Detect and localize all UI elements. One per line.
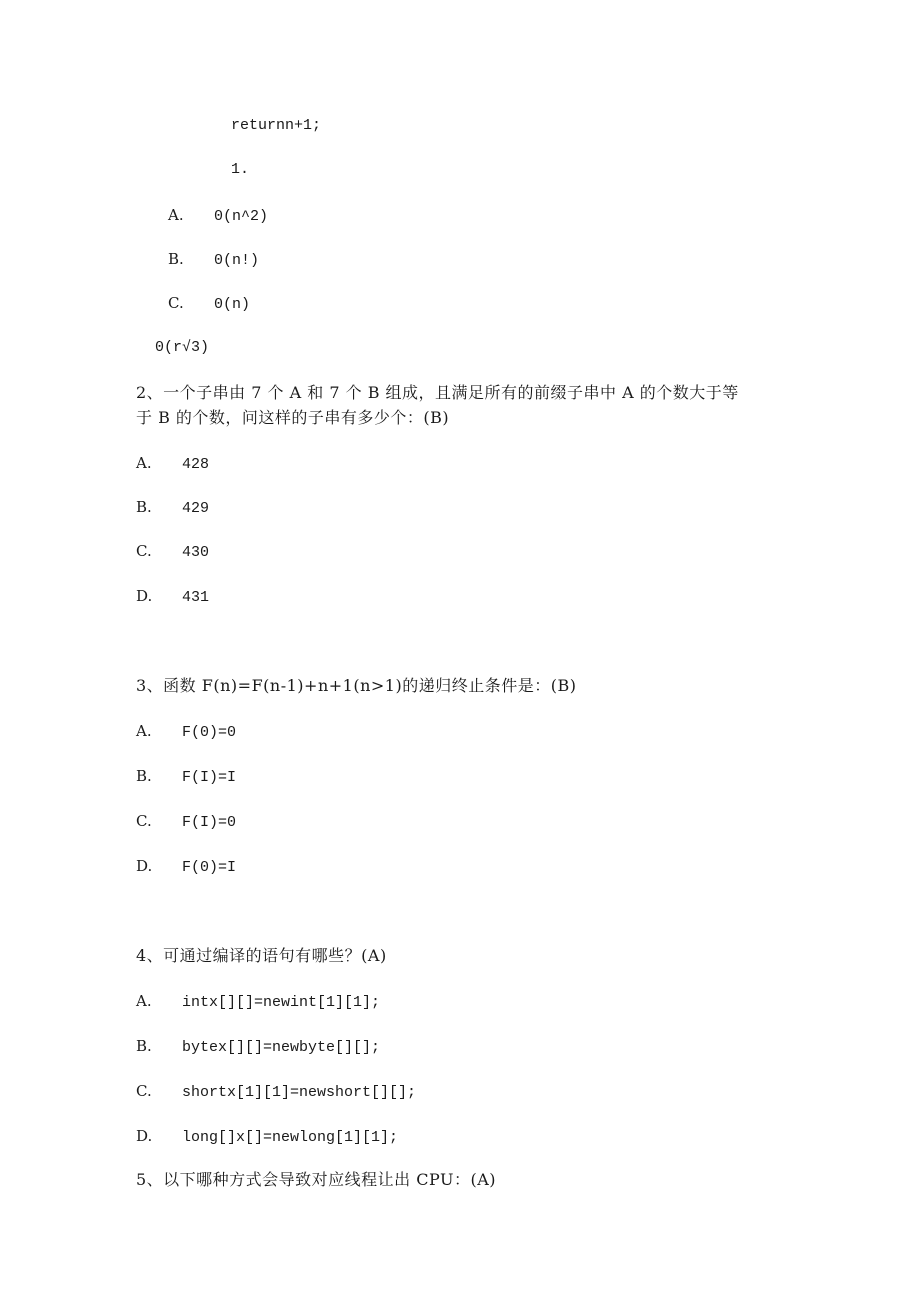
option-text: intx[][]=newint[1][1];	[182, 994, 381, 1011]
q1-option-b	[168, 249, 259, 271]
option-label: B.	[136, 498, 152, 516]
option-text: 429	[182, 500, 210, 517]
option-label: A.	[168, 206, 184, 224]
q4-option-d	[136, 1126, 398, 1148]
option-label: B.	[168, 250, 184, 268]
option-text: F(0)=I	[182, 859, 237, 876]
option-text: bytex[][]=newbyte[][];	[182, 1039, 381, 1056]
option-text: 428	[182, 456, 210, 473]
q4-option-c	[136, 1081, 416, 1103]
option-label: B.	[136, 767, 152, 785]
option-label: A.	[136, 722, 152, 740]
option-text: F(0)=0	[182, 724, 237, 741]
q4-option-a	[136, 991, 380, 1013]
option-label: C.	[136, 542, 152, 560]
option-label: D.	[136, 587, 153, 605]
option-label: C.	[136, 812, 152, 830]
q3-option-a	[136, 721, 236, 743]
q1-option-d: 0(r√3)	[155, 339, 210, 356]
q3-option-b	[136, 766, 236, 788]
q2-option-b	[136, 497, 209, 519]
q2-option-c	[136, 541, 209, 563]
q4-option-b	[136, 1036, 380, 1058]
option-label: A.	[136, 992, 152, 1010]
option-label: A.	[136, 454, 152, 472]
option-label: C.	[168, 294, 184, 312]
option-text: 430	[182, 544, 210, 561]
q5-question: 5、以下哪种方式会导致对应线程让出 CPU：(A)	[136, 1170, 497, 1189]
option-text: 431	[182, 589, 210, 606]
option-text: long[]x[]=newlong[1][1];	[182, 1129, 399, 1146]
q3-option-c	[136, 811, 236, 833]
option-label: B.	[136, 1037, 152, 1055]
q1-option-c	[168, 293, 250, 315]
q2-option-a	[136, 453, 209, 475]
option-label: C.	[136, 1082, 152, 1100]
q1-code-line: returnn+1;	[231, 117, 322, 134]
q2-question-line2: 于 B 的个数，问这样的子串有多少个：(B)	[136, 408, 450, 427]
q3-option-d	[136, 856, 236, 878]
q3-question: 3、函数 F(n)=F(n-1)+n+1(n>1)的递归终止条件是：(B)	[136, 676, 577, 695]
option-text: 0(n)	[214, 296, 251, 313]
option-label: D.	[136, 857, 153, 875]
option-text: shortx[1][1]=newshort[][];	[182, 1084, 417, 1101]
option-text: 0(n!)	[214, 252, 260, 269]
option-text: F(I)=0	[182, 814, 237, 831]
q4-question: 4、可通过编译的语句有哪些？(A)	[136, 946, 387, 965]
option-label: D.	[136, 1127, 153, 1145]
q2-option-d	[136, 586, 209, 608]
option-text: F(I)=I	[182, 769, 237, 786]
option-text: 0(n^2)	[214, 208, 269, 225]
q1-option-a	[168, 205, 268, 227]
q1-code-line-number: 1.	[231, 161, 250, 178]
q2-question-line1: 2、一个子串由 7 个 A 和 7 个 B 组成，且满足所有的前缀子串中 A 的个数大于等	[136, 383, 739, 402]
